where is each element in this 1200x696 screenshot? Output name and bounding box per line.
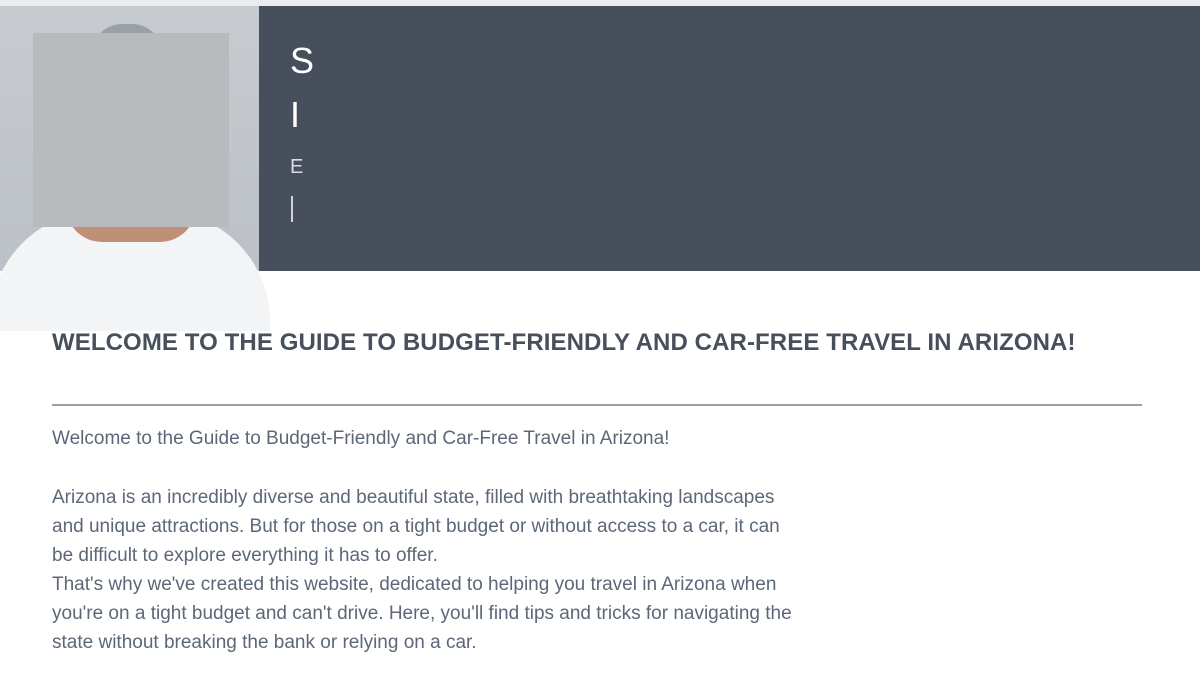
page-title: WELCOME TO THE GUIDE TO BUDGET-FRIENDLY AND CAR-FREE TRAVEL IN ARIZONA! <box>52 329 1076 356</box>
body-paragraph-2: That's why we've created this website, dedicated to helping you travel in Arizona when you're on a tight budget and can't drive. Here, you'll find tips and tricks for navigating the state without breaking the bank or relying on a car. <box>52 574 792 653</box>
intro-text: Welcome to the Guide to Budget-Friendly and Car-Free Travel in Arizona! <box>52 428 670 449</box>
face-redaction-overlay <box>33 33 229 227</box>
hero-subtitle: E <box>290 156 304 178</box>
hero-title-line-1: S <box>290 40 315 81</box>
hero-title-line-2: I <box>290 94 301 135</box>
divider <box>52 404 1142 406</box>
profile-photo <box>0 6 259 271</box>
hero-banner <box>0 6 1200 271</box>
body-paragraph-1: Arizona is an incredibly diverse and beautiful state, filled with breathtaking landscapes and unique attractions. But for those on a tight budget or without access to a car, it can be difficult to explore everything it has to offer. <box>52 487 780 566</box>
hero-text-cursor <box>291 196 293 222</box>
